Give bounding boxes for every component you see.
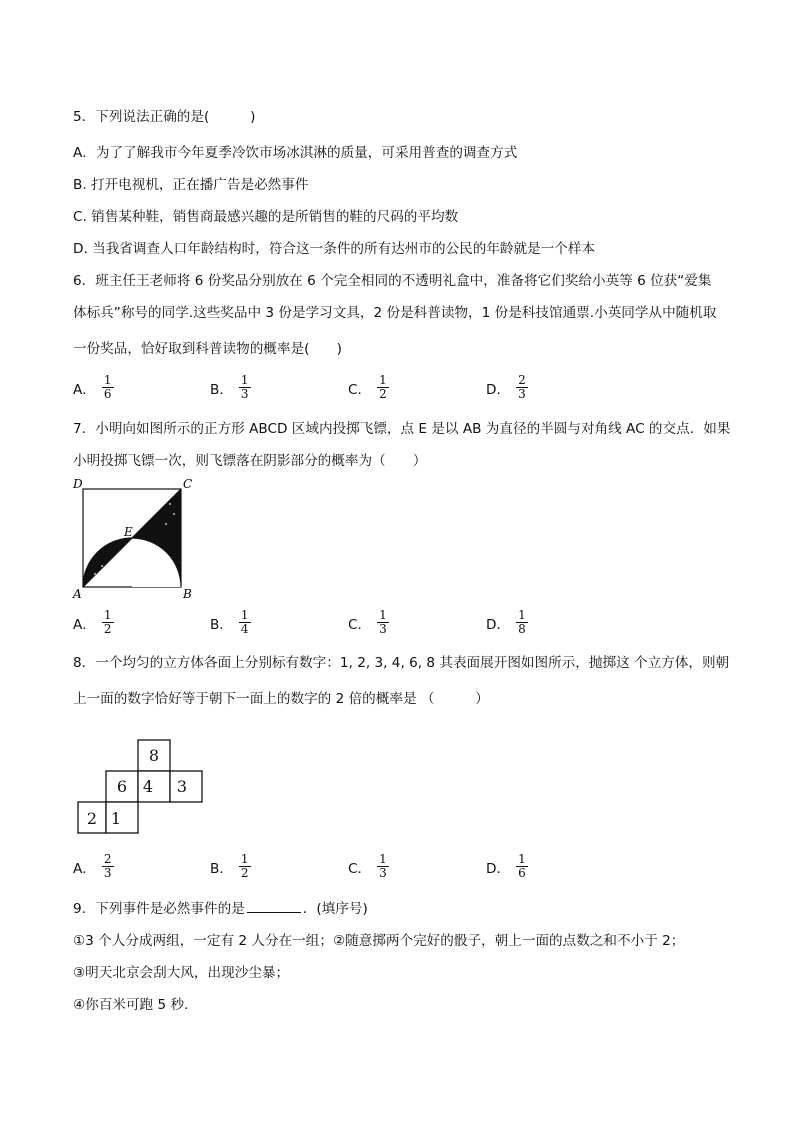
answer-blank — [247, 900, 301, 913]
fraction — [102, 609, 114, 636]
q7-stem-line2: 小明投掷飞镖一次，则飞镖落在阴影部分的概率为（ ） — [73, 453, 427, 469]
fraction — [239, 374, 251, 401]
fraction — [377, 609, 389, 636]
q7-option-d — [486, 609, 528, 636]
q6-stem-line2: 体标兵”称号的同学.这些奖品中 3 份是学习文具，2 份是科普读物，1 份是科技馆通票.小英同学从中随机取 — [73, 305, 717, 321]
q9-stem-suffix: ．(填序号) — [302, 901, 368, 917]
denominator: 3 — [240, 387, 249, 401]
numerator: 1 — [240, 373, 249, 387]
label-e: E — [124, 525, 133, 539]
fraction — [377, 853, 389, 880]
option-label: A． — [73, 860, 96, 877]
speckle — [101, 565, 103, 567]
fraction — [239, 609, 251, 636]
speckle — [94, 573, 96, 575]
q9-item-1-2: ①3 个人分成两组，一定有 2 人分在一组；②随意掷两个完好的骰子，朝上一面的点数之和不小于 2； — [73, 933, 685, 949]
q6-option-c — [348, 374, 389, 401]
numerator: 1 — [240, 608, 249, 622]
numerator: 1 — [379, 608, 387, 622]
q9-item-3: ③明天北京会刮大风，出现沙尘暴； — [73, 965, 290, 981]
denominator: 4 — [240, 622, 249, 636]
q9-stem-text: 9．下列事件是必然事件的是 — [73, 901, 245, 917]
q5-stem: 5．下列说法正确的是( ) — [73, 109, 256, 125]
q8-option-c — [348, 853, 389, 880]
denominator: 2 — [379, 387, 387, 401]
q7-option-c — [348, 609, 389, 636]
option-label: B． — [210, 381, 233, 398]
numerator: 1 — [379, 373, 387, 387]
q9-item-4: ④你百米可跑 5 秒. — [73, 997, 189, 1013]
numerator: 1 — [103, 608, 112, 622]
fraction — [239, 853, 251, 880]
q7-option-a — [73, 609, 114, 636]
net-number-mid-right: 3 — [176, 777, 188, 796]
option-label: B． — [210, 616, 233, 633]
numerator: 1 — [240, 852, 249, 866]
fraction — [516, 609, 528, 636]
fraction — [102, 853, 114, 880]
net-number-mid-left: 6 — [116, 777, 128, 796]
speckle — [173, 513, 175, 515]
q8-stem-line1: 8．一个均匀的立方体各面上分别标有数字：1, 2, 3, 4, 6, 8 其表面展开图如图所示，抛掷这 个立方体，则朝 — [73, 655, 730, 671]
denominator: 3 — [103, 866, 112, 880]
denominator: 6 — [103, 387, 112, 401]
denominator: 2 — [103, 622, 112, 636]
q5-option-b: B. 打开电视机，正在播广告是必然事件 — [73, 177, 309, 193]
numerator: 1 — [518, 608, 526, 622]
net-number-mid-center: 4 — [142, 777, 154, 796]
q6-stem-line1: 6．班主任王老师将 6 份奖品分别放在 6 个完全相同的不透明礼盒中，准备将它们奖给小英等 6 位获“爱集 — [73, 273, 712, 289]
net-number-top: 8 — [148, 746, 160, 765]
square-abcd-figure — [70, 474, 200, 602]
option-label: D． — [486, 616, 511, 633]
label-a: A — [73, 587, 82, 601]
denominator: 3 — [379, 622, 387, 636]
fraction — [516, 374, 528, 401]
denominator: 8 — [518, 622, 526, 636]
option-label: C． — [348, 860, 372, 877]
numerator: 2 — [103, 852, 112, 866]
q8-option-a — [73, 853, 114, 880]
option-label: C． — [348, 616, 372, 633]
q6-option-a — [73, 374, 114, 401]
q5-option-d: D. 当我省调查人口年龄结构时，符合这一条件的所有达州市的公民的年龄就是一个样本 — [73, 241, 596, 257]
q5-option-c: C. 销售某种鞋，销售商最感兴趣的是所销售的鞋的尺码的平均数 — [73, 209, 459, 225]
denominator: 2 — [240, 866, 249, 880]
fraction — [102, 374, 114, 401]
cube-net-figure — [76, 738, 206, 836]
speckle — [165, 523, 167, 525]
option-label: A． — [73, 381, 96, 398]
label-d: D — [73, 477, 83, 491]
q9-stem — [73, 900, 368, 918]
q6-option-d — [486, 374, 528, 401]
denominator: 3 — [379, 866, 387, 880]
q7-stem-line1: 7．小明向如图所示的正方形 ABCD 区域内投掷飞镖，点 E 是以 AB 为直径的半圆与对角线 AC 的交点．如果 — [73, 421, 731, 437]
speckle — [169, 503, 171, 505]
net-number-bottom-right: 1 — [110, 809, 122, 828]
option-label: B． — [210, 860, 233, 877]
option-label: A． — [73, 616, 96, 633]
numerator: 1 — [379, 852, 387, 866]
numerator: 1 — [103, 373, 112, 387]
denominator: 3 — [518, 387, 526, 401]
q8-option-b — [210, 853, 251, 880]
q8-stem-line2: 上一面的数字恰好等于朝下一面上的数字的 2 倍的概率是 （ ） — [73, 691, 489, 707]
q5-option-a: A．为了了解我市今年夏季冷饮市场冰淇淋的质量，可采用普查的调查方式 — [73, 145, 518, 161]
denominator: 6 — [518, 866, 526, 880]
label-c: C — [183, 477, 193, 491]
numerator: 2 — [518, 373, 526, 387]
label-b: B — [183, 587, 192, 601]
option-label: D． — [486, 860, 511, 877]
numerator: 1 — [518, 852, 526, 866]
q7-option-b — [210, 609, 251, 636]
option-label: C． — [348, 381, 372, 398]
net-number-bottom-left: 2 — [86, 809, 98, 828]
fraction — [516, 853, 528, 880]
q8-option-d — [486, 853, 528, 880]
q6-stem-line3: 一份奖品，恰好取到科普读物的概率是( ) — [73, 341, 342, 357]
option-label: D． — [486, 381, 511, 398]
fraction — [377, 374, 389, 401]
q6-option-b — [210, 374, 251, 401]
